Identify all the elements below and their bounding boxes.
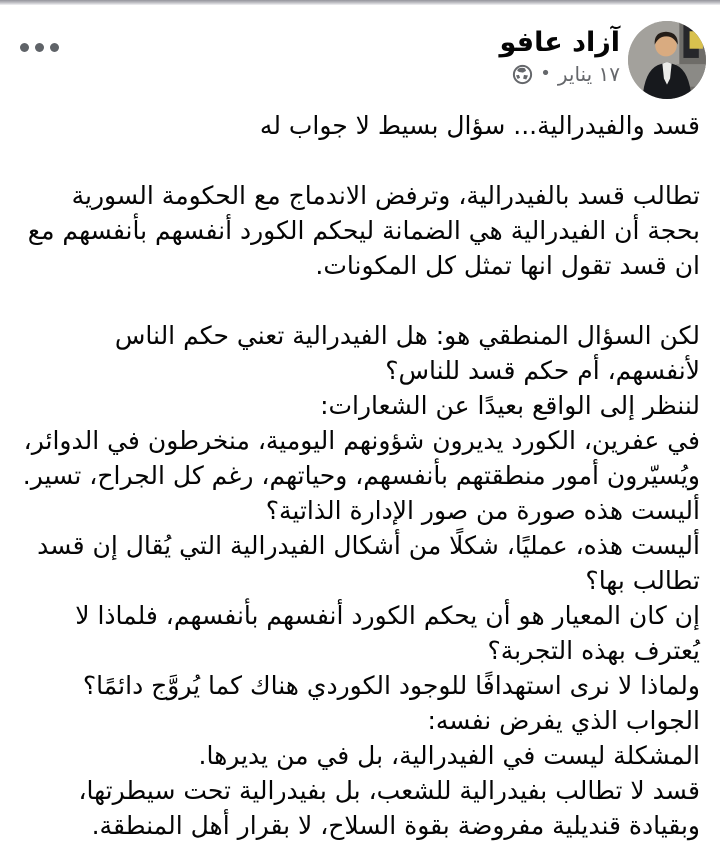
post-text-line: أليست هذه صورة من صور الإدارة الذاتية؟ — [265, 496, 700, 525]
ellipsis-dot — [35, 43, 44, 52]
avatar-photo — [628, 21, 706, 99]
post-timestamp[interactable]: ١٧ يناير — [557, 62, 620, 87]
meta-separator: • — [540, 63, 551, 85]
post-text-line — [20, 143, 700, 178]
post-text-line — [20, 283, 700, 318]
avatar[interactable] — [628, 21, 706, 99]
post-text-line: المشكلة ليست في الفيدرالية، بل في من يديرها. — [198, 741, 700, 770]
author-block — [500, 27, 621, 85]
post-text-line: أليست هذه، عمليًا، شكلًا من أشكال الفيدرالية التي يُقال إن قسد تطالب بها؟ — [37, 531, 700, 595]
post-text-line: في عفرين، الكورد يديرون شؤونهم اليومية، منخرطون في الدوائر، ويُسيّرون أمور منطقتهم بأنفسهم، وحياتهم، رغم كل الجراح، تسير. — [22, 426, 700, 490]
author-name[interactable]: آزاد عافو — [499, 27, 620, 58]
post-text-line: الجواب الذي يفرض نفسه: — [427, 706, 700, 735]
post-text-line: إن كان المعيار هو أن يحكم الكورد أنفسهم بأنفسهم، فلماذا لا يُعترف بهذه التجربة؟ — [75, 601, 700, 665]
ellipsis-dot — [50, 43, 59, 52]
post-header — [0, 5, 720, 103]
post-text-line: لكن السؤال المنطقي هو: هل الفيدرالية تعني حكم الناس لأنفسهم، أم حكم قسد للناس؟ — [114, 321, 700, 385]
post-text-line: قسد والفيدرالية... سؤال بسيط لا جواب له — [259, 111, 700, 140]
post-meta-row — [500, 63, 621, 85]
post-body — [0, 103, 720, 843]
globe-public-icon — [512, 64, 533, 85]
post-options-button[interactable] — [16, 39, 63, 56]
post-text-line: تطالب قسد بالفيدرالية، وترفض الاندماج مع الحكومة السورية بحجة أن الفيدرالية هي الضمانة ليحكم الكورد أنفسهم بأنفسهم مع ان قسد تقول انها تمثل كل المكونات. — [27, 181, 700, 280]
post-text-line: قسد لا تطالب بفيدرالية للشعب، بل بفيدرالية تحت سيطرتها، وبقيادة قنديلية مفروضة بقوة السلاح، لا بقرار أهل المنطقة. — [78, 776, 700, 840]
post-text-line: ولماذا لا نرى استهدافًا للوجود الكوردي هناك كما يُروَّج دائمًا؟ — [82, 671, 700, 700]
ellipsis-dot — [20, 43, 29, 52]
post-text-line: لننظر إلى الواقع بعيدًا عن الشعارات: — [320, 391, 700, 420]
